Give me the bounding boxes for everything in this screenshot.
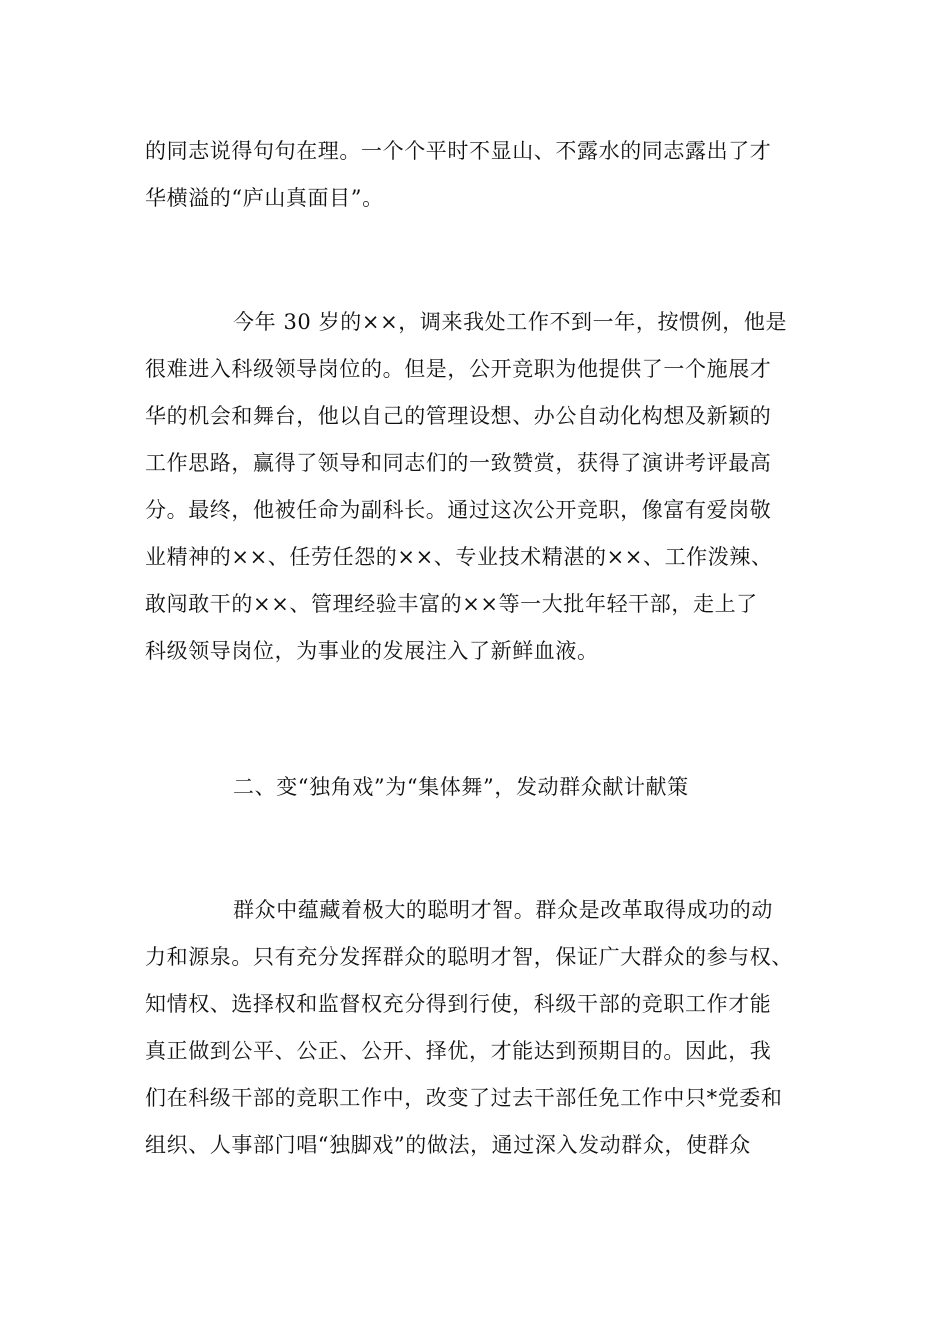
paragraph-2-line-1: 今年 30 岁的××，调来我处工作不到一年，按惯例，他是: [233, 310, 788, 334]
paragraph-3-line-6: 组织、人事部门唱“独脚戏”的做法，通过深入发动群众，使群众: [145, 1133, 751, 1157]
section-heading: 二、变“独角戏”为“集体舞”，发动群众献计献策: [233, 775, 689, 799]
paragraph-2-line-3: 华的机会和舞台，他以自己的管理设想、办公自动化构想及新颖的: [145, 404, 772, 428]
paragraph-3-line-2: 力和源泉。只有充分发挥群众的聪明才智，保证广大群众的参与权、: [145, 945, 793, 969]
paragraph-2-line-4: 工作思路，赢得了领导和同志们的一致赞赏，获得了演讲考评最高: [145, 451, 772, 475]
paragraph-3-line-1: 群众中蕴藏着极大的聪明才智。群众是改革取得成功的动: [233, 898, 773, 922]
paragraph-3-line-5: 们在科级干部的竞职工作中，改变了过去干部任免工作中只*党委和: [145, 1086, 783, 1110]
paragraph-1-line-1: 的同志说得句句在理。一个个平时不显山、不露水的同志露出了才: [145, 139, 772, 163]
paragraph-2-line-2: 很难进入科级领导岗位的。但是，公开竞职为他提供了一个施展才: [145, 357, 772, 381]
paragraph-2-line-7: 敢闯敢干的××、管理经验丰富的××等一大批年轻干部，走上了: [145, 592, 758, 616]
paragraph-2-line-6: 业精神的××、任劳任怨的××、专业技术精湛的××、工作泼辣、: [145, 545, 773, 569]
paragraph-2-line-8: 科级领导岗位，为事业的发展注入了新鲜血液。: [145, 639, 599, 663]
paragraph-3-line-4: 真正做到公平、公正、公开、择优，才能达到预期目的。因此，我: [145, 1039, 772, 1063]
paragraph-2-line-5: 分。最终，他被任命为副科长。通过这次公开竞职，像富有爱岗敬: [145, 498, 772, 522]
paragraph-3-line-3: 知情权、选择权和监督权充分得到行使，科级干部的竞职工作才能: [145, 992, 772, 1016]
paragraph-1-line-2: 华横溢的“庐山真面目”。: [145, 186, 384, 210]
